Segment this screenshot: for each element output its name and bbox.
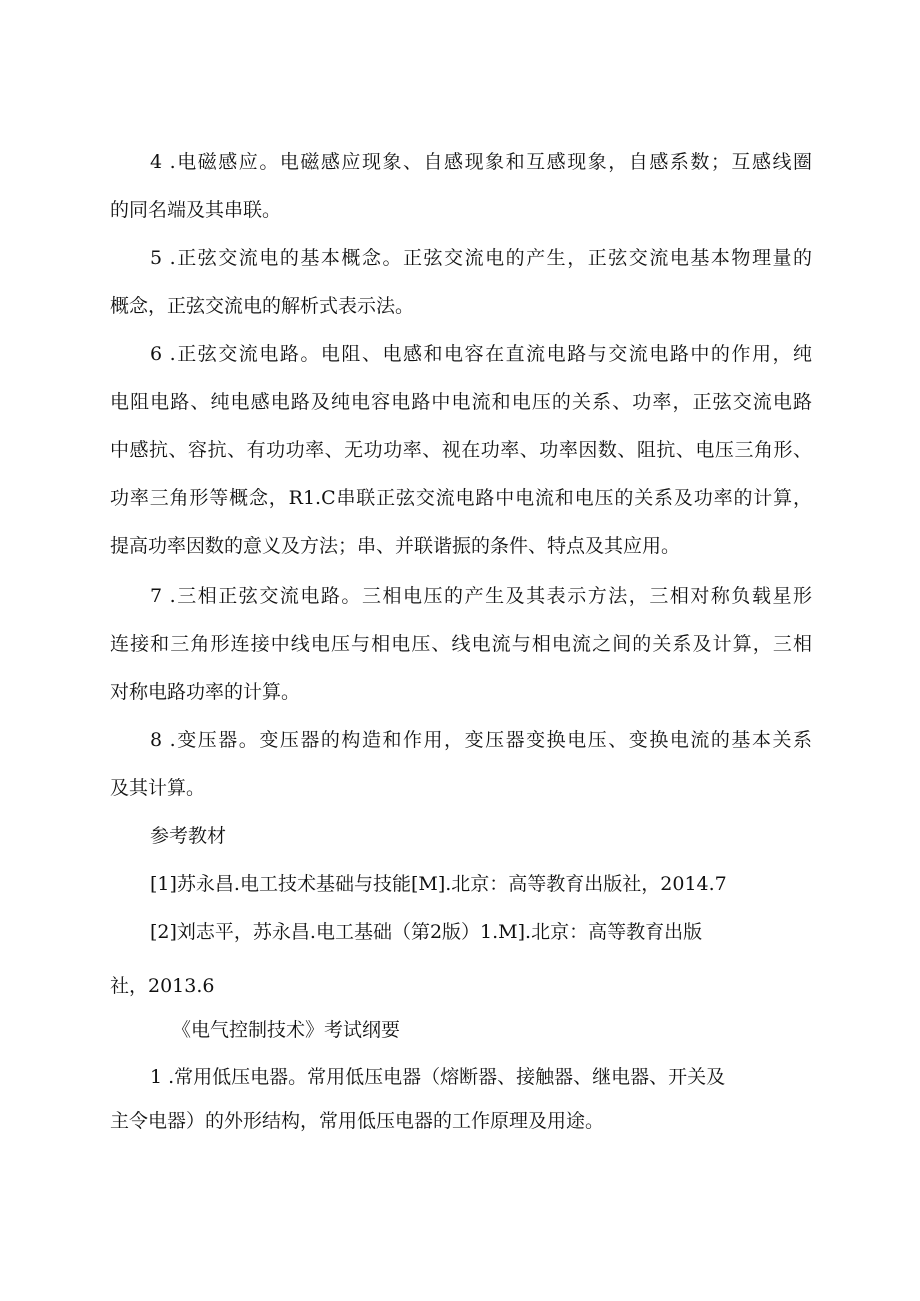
paragraph-6-line-5: 提高功率因数的意义及方法；串、并联谐振的条件、特点及其应用。	[110, 535, 681, 557]
paragraph-5-line-2: 概念，正弦交流电的解析式表示法。	[110, 295, 415, 317]
paragraph-7-line-2: 连接和三角形连接中线电压与相电压、线电流与相电流之间的关系及计算，三相	[110, 633, 812, 655]
references-heading: 参考教材	[150, 825, 227, 847]
paragraph-4-line-1: 4 .电磁感应。电磁感应现象、自感现象和互感现象，自感系数；互感线圈	[150, 151, 812, 173]
paragraph-8-line-1: 8 .变压器。变压器的构造和作用，变压器变换电压、变换电流的基本关系	[150, 729, 812, 751]
paragraph-6-line-2: 电阻电路、纯电感电路及纯电容电路中电流和电压的关系、功率，正弦交流电路	[110, 391, 812, 413]
paragraph-4-line-2: 的同名端及其串联。	[110, 199, 282, 221]
paragraph-7-line-1: 7 .三相正弦交流电路。三相电压的产生及其表示方法，三相对称负载星形	[150, 585, 812, 607]
section-item-1-line-1: 1 .常用低压电器。常用低压电器（熔断器、接触器、继电器、开关及	[150, 1066, 726, 1088]
paragraph-6-line-4: 功率三角形等概念，R1.C串联正弦交流电路中电流和电压的关系及功率的计算，	[110, 487, 812, 509]
paragraph-8-line-2: 及其计算。	[110, 777, 206, 799]
section-item-1-line-2: 主令电器）的外形结构，常用低压电器的工作原理及用途。	[110, 1110, 605, 1132]
reference-2-line-1: [2]刘志平，苏永昌.电工基础（第2版）1.M].北京：高等教育出版	[150, 921, 703, 943]
reference-1: [1]苏永昌.电工技术基础与技能[M].北京：高等教育出版社，2014.7	[150, 873, 727, 895]
reference-2-line-2: 社，2013.6	[110, 975, 215, 997]
section-title: 《电气控制技术》考试纲要	[172, 1019, 401, 1041]
paragraph-6-line-3: 中感抗、容抗、有功功率、无功功率、视在功率、功率因数、阻抗、电压三角形、	[110, 439, 812, 461]
paragraph-6-line-1: 6 .正弦交流电路。电阻、电感和电容在直流电路与交流电路中的作用，纯	[150, 343, 812, 365]
paragraph-7-line-3: 对称电路功率的计算。	[110, 681, 301, 703]
paragraph-5-line-1: 5 .正弦交流电的基本概念。正弦交流电的产生，正弦交流电基本物理量的	[150, 247, 812, 269]
